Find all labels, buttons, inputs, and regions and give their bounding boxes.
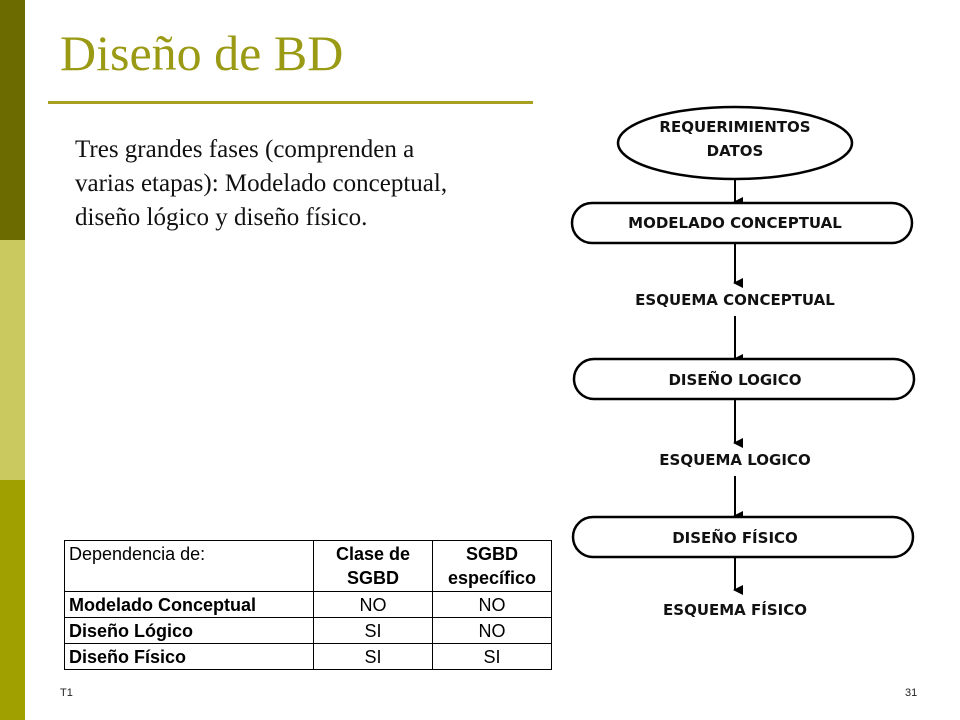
table-cell: NO <box>433 618 552 644</box>
table-row <box>65 644 552 670</box>
side-band-light <box>0 240 25 480</box>
table-row <box>65 618 552 644</box>
header-line: SGBD <box>465 544 518 564</box>
process-label-physical: DISEÑO FÍSICO <box>672 529 798 547</box>
table-header-label: Dependencia de: <box>65 541 314 592</box>
process-label-logical: DISEÑO LOGICO <box>668 371 802 389</box>
header-line: específico <box>447 568 537 588</box>
dependency-table <box>64 540 552 670</box>
table-header-specific-sgbd <box>433 541 552 592</box>
title-underline <box>48 101 533 104</box>
output-label-conceptual: ESQUEMA CONCEPTUAL <box>635 291 835 309</box>
table-header-class-sgbd <box>314 541 433 592</box>
process-label-conceptual: MODELADO CONCEPTUAL <box>628 214 842 232</box>
table-cell: SI <box>314 618 433 644</box>
table-cell: NO <box>314 592 433 618</box>
slide-body-text: Tres grandes fases (comprenden a varias etapas): Modelado conceptual, diseño lógico y diseño físico. <box>75 136 448 231</box>
slide-title: Diseño de BD <box>60 25 344 81</box>
table-cell: NO <box>433 592 552 618</box>
side-band-dark <box>0 0 25 240</box>
row-label: Diseño Lógico <box>65 618 314 644</box>
footer-label: T1 <box>60 687 73 699</box>
start-terminal-line-1: REQUERIMIENTOS <box>659 118 811 136</box>
output-label-physical: ESQUEMA FÍSICO <box>663 601 807 619</box>
table-cell: SI <box>314 644 433 670</box>
row-label: Diseño Físico <box>65 644 314 670</box>
header-line: Clase de <box>335 544 411 564</box>
output-label-logical: ESQUEMA LOGICO <box>659 451 811 469</box>
table-cell: SI <box>433 644 552 670</box>
start-terminal-line-2: DATOS <box>706 142 764 160</box>
table-row <box>65 592 552 618</box>
table-header-row <box>65 541 552 592</box>
design-flowchart <box>565 100 925 640</box>
slide-number: 31 <box>905 687 918 699</box>
side-band-mid <box>0 480 25 720</box>
row-label: Modelado Conceptual <box>65 592 314 618</box>
header-line: SGBD <box>346 568 399 588</box>
